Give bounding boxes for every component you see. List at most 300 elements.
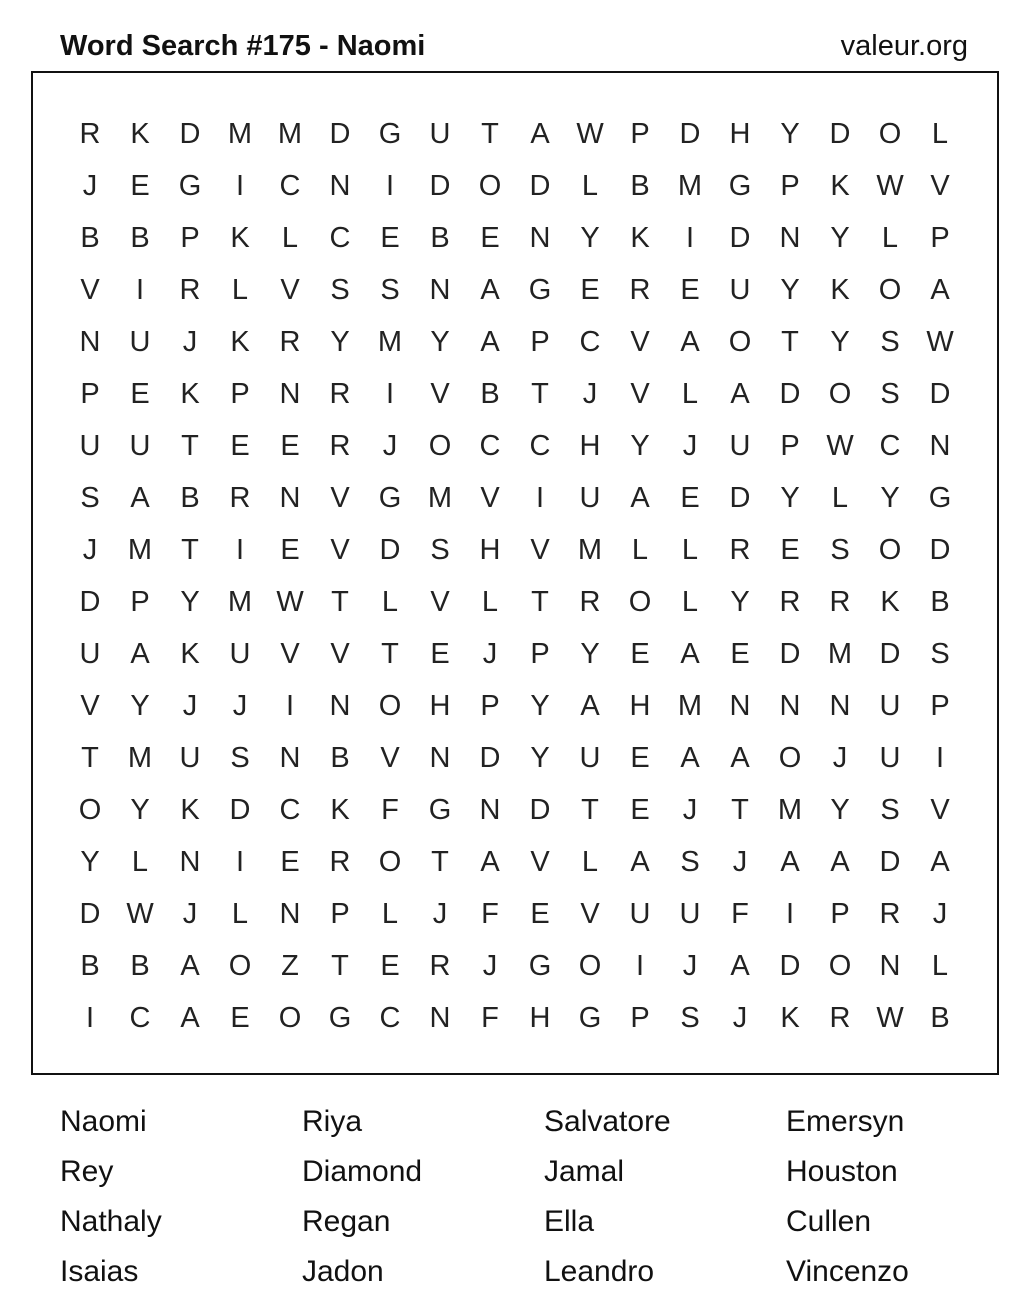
- grid-cell: A: [730, 741, 750, 774]
- grid-cell: P: [180, 221, 200, 254]
- grid-cell: J: [182, 325, 198, 358]
- grid-cell: P: [330, 897, 350, 930]
- grid-cell: P: [830, 897, 850, 930]
- grid-cell: O: [828, 949, 852, 982]
- grid-cell: J: [732, 1001, 748, 1034]
- grid-cell: O: [278, 1001, 302, 1034]
- grid-cell: T: [331, 949, 349, 982]
- grid-cell: L: [131, 845, 149, 878]
- grid-cell: R: [179, 273, 201, 306]
- grid-cell: L: [931, 117, 949, 150]
- grid-cell: U: [579, 481, 601, 514]
- grid-cell: I: [385, 377, 395, 410]
- grid-cell: Y: [580, 221, 600, 254]
- grid-cell: S: [880, 325, 900, 358]
- grid-cell: I: [235, 169, 245, 202]
- grid-cell: B: [930, 1001, 950, 1034]
- grid-cell: B: [930, 585, 950, 618]
- grid-cell: J: [182, 897, 198, 930]
- grid-cell: I: [785, 897, 795, 930]
- grid-cell: P: [930, 689, 950, 722]
- grid-cell: E: [130, 377, 150, 410]
- grid-cell: N: [479, 793, 501, 826]
- grid-cell: A: [480, 325, 500, 358]
- grid-cell: L: [631, 533, 649, 566]
- grid-cell: R: [829, 1001, 851, 1034]
- grid-cell: W: [876, 1001, 904, 1034]
- grid-cell: V: [280, 273, 300, 306]
- word-list-item: Diamond: [302, 1155, 423, 1188]
- grid-cell: W: [826, 429, 854, 462]
- grid-cell: E: [630, 637, 650, 670]
- grid-cell: G: [928, 481, 952, 514]
- grid-cell: V: [430, 585, 450, 618]
- grid-cell: L: [931, 949, 949, 982]
- grid-cell: N: [779, 689, 801, 722]
- grid-cell: M: [827, 637, 853, 670]
- grid-cell: R: [279, 325, 301, 358]
- grid-cell: A: [530, 117, 550, 150]
- grid-cell: N: [429, 273, 451, 306]
- grid-cell: M: [677, 689, 703, 722]
- grid-cell: O: [628, 585, 652, 618]
- grid-cell: Y: [830, 793, 850, 826]
- grid-cell: N: [429, 1001, 451, 1034]
- grid-cell: B: [130, 949, 150, 982]
- grid-cell: O: [378, 689, 402, 722]
- grid-cell: G: [378, 481, 402, 514]
- grid-cell: L: [381, 897, 399, 930]
- grid-cell: N: [79, 325, 101, 358]
- grid-cell: Y: [180, 585, 200, 618]
- grid-cell: P: [780, 169, 800, 202]
- grid-cell: D: [929, 377, 951, 410]
- grid-cell: Y: [330, 325, 350, 358]
- grid-cell: P: [780, 429, 800, 462]
- grid-cell: Y: [580, 637, 600, 670]
- grid-cell: K: [830, 273, 850, 306]
- grid-cell: K: [230, 221, 250, 254]
- grid-cell: A: [830, 845, 850, 878]
- grid-cell: R: [729, 533, 751, 566]
- grid-cell: I: [635, 949, 645, 982]
- grid-cell: L: [481, 585, 499, 618]
- grid-cell: Y: [530, 741, 550, 774]
- grid-cell: N: [329, 689, 351, 722]
- grid-cell: E: [380, 221, 400, 254]
- grid-cell: O: [828, 377, 852, 410]
- grid-cell: A: [730, 949, 750, 982]
- grid-cell: T: [781, 325, 799, 358]
- grid-cell: C: [479, 429, 501, 462]
- grid-cell: J: [582, 377, 598, 410]
- grid-cell: K: [780, 1001, 800, 1034]
- grid-cell: L: [231, 273, 249, 306]
- grid-cell: D: [79, 897, 101, 930]
- grid-cell: S: [880, 377, 900, 410]
- grid-cell: S: [930, 637, 950, 670]
- grid-cell: D: [729, 481, 751, 514]
- grid-cell: J: [482, 949, 498, 982]
- grid-cell: P: [230, 377, 250, 410]
- grid-cell: N: [329, 169, 351, 202]
- grid-cell: A: [680, 637, 700, 670]
- grid-cell: I: [685, 221, 695, 254]
- grid-cell: K: [180, 637, 200, 670]
- grid-cell: O: [878, 533, 902, 566]
- grid-cell: I: [535, 481, 545, 514]
- grid-cell: P: [130, 585, 150, 618]
- grid-cell: J: [82, 533, 98, 566]
- grid-cell: V: [530, 533, 550, 566]
- grid-cell: M: [227, 585, 253, 618]
- grid-cell: L: [281, 221, 299, 254]
- grid-cell: S: [880, 793, 900, 826]
- grid-cell: O: [78, 793, 102, 826]
- grid-cell: V: [330, 637, 350, 670]
- grid-cell: A: [580, 689, 600, 722]
- grid-cell: U: [179, 741, 201, 774]
- grid-cell: N: [279, 377, 301, 410]
- grid-cell: W: [876, 169, 904, 202]
- grid-cell: C: [279, 793, 301, 826]
- grid-cell: A: [930, 845, 950, 878]
- grid-cell: F: [731, 897, 749, 930]
- grid-cell: D: [679, 117, 701, 150]
- grid-cell: B: [330, 741, 350, 774]
- grid-cell: D: [179, 117, 201, 150]
- grid-cell: E: [430, 637, 450, 670]
- grid-cell: D: [829, 117, 851, 150]
- grid-cell: N: [279, 897, 301, 930]
- grid-cell: V: [580, 897, 600, 930]
- grid-cell: K: [180, 377, 200, 410]
- grid-cell: W: [926, 325, 954, 358]
- grid-cell: Y: [630, 429, 650, 462]
- word-list-item: Ella: [544, 1205, 595, 1238]
- grid-cell: O: [878, 273, 902, 306]
- grid-cell: J: [732, 845, 748, 878]
- word-list-item: Jamal: [544, 1155, 625, 1188]
- grid-cell: G: [428, 793, 452, 826]
- grid-cell: D: [529, 793, 551, 826]
- grid-cell: L: [681, 585, 699, 618]
- grid-cell: Y: [130, 793, 150, 826]
- grid-cell: A: [680, 325, 700, 358]
- grid-cell: Y: [830, 221, 850, 254]
- grid-cell: D: [779, 949, 801, 982]
- grid-cell: B: [480, 377, 500, 410]
- grid-cell: J: [682, 793, 698, 826]
- grid-cell: V: [380, 741, 400, 774]
- grid-cell: Y: [530, 689, 550, 722]
- grid-cell: Y: [830, 325, 850, 358]
- grid-cell: Y: [780, 117, 800, 150]
- grid-cell: E: [480, 221, 500, 254]
- grid-cell: O: [478, 169, 502, 202]
- grid-cell: S: [330, 273, 350, 306]
- grid-cell: O: [378, 845, 402, 878]
- grid-cell: P: [480, 689, 500, 722]
- grid-cell: H: [479, 533, 501, 566]
- word-list-item: Leandro: [544, 1255, 655, 1288]
- grid-cell: L: [581, 845, 599, 878]
- grid-cell: A: [680, 741, 700, 774]
- grid-cell: S: [430, 533, 450, 566]
- grid-cell: M: [777, 793, 803, 826]
- grid-cell: A: [630, 845, 650, 878]
- word-list-item: Naomi: [60, 1105, 147, 1138]
- grid-cell: F: [381, 793, 399, 826]
- grid-cell: R: [579, 585, 601, 618]
- grid-cell: P: [630, 1001, 650, 1034]
- grid-cell: U: [729, 429, 751, 462]
- grid-cell: R: [879, 897, 901, 930]
- grid-cell: F: [481, 897, 499, 930]
- grid-cell: F: [481, 1001, 499, 1034]
- grid-cell: N: [279, 741, 301, 774]
- grid-cell: E: [630, 793, 650, 826]
- grid-cell: R: [329, 429, 351, 462]
- grid-cell: I: [235, 845, 245, 878]
- grid-cell: B: [180, 481, 200, 514]
- grid-cell: R: [779, 585, 801, 618]
- grid-cell: V: [630, 325, 650, 358]
- grid-cell: E: [680, 273, 700, 306]
- grid-cell: G: [178, 169, 202, 202]
- grid-cell: I: [935, 741, 945, 774]
- grid-cell: G: [528, 273, 552, 306]
- grid-cell: C: [329, 221, 351, 254]
- grid-cell: D: [379, 533, 401, 566]
- grid-cell: S: [680, 845, 700, 878]
- grid-cell: E: [630, 741, 650, 774]
- grid-cell: A: [930, 273, 950, 306]
- grid-cell: G: [528, 949, 552, 982]
- grid-cell: V: [930, 169, 950, 202]
- grid-cell: U: [879, 689, 901, 722]
- grid-cell: L: [831, 481, 849, 514]
- grid-cell: B: [430, 221, 450, 254]
- grid-cell: U: [129, 325, 151, 358]
- grid-cell: E: [780, 533, 800, 566]
- grid-cell: W: [276, 585, 304, 618]
- grid-cell: M: [677, 169, 703, 202]
- grid-cell: O: [778, 741, 802, 774]
- grid-cell: V: [480, 481, 500, 514]
- grid-cell: U: [629, 897, 651, 930]
- grid-cell: Y: [80, 845, 100, 878]
- grid-cell: T: [531, 585, 549, 618]
- grid-cell: U: [429, 117, 451, 150]
- grid-cell: N: [879, 949, 901, 982]
- grid-cell: R: [829, 585, 851, 618]
- grid-cell: R: [429, 949, 451, 982]
- grid-cell: A: [130, 637, 150, 670]
- word-list-item: Regan: [302, 1205, 391, 1238]
- grid-cell: J: [232, 689, 248, 722]
- grid-cell: P: [630, 117, 650, 150]
- grid-cell: Y: [730, 585, 750, 618]
- grid-cell: C: [129, 1001, 151, 1034]
- grid-cell: J: [482, 637, 498, 670]
- grid-cell: S: [230, 741, 250, 774]
- grid-cell: S: [80, 481, 100, 514]
- word-list-item: Riya: [302, 1105, 363, 1138]
- grid-cell: U: [679, 897, 701, 930]
- grid-cell: N: [729, 689, 751, 722]
- grid-cell: U: [879, 741, 901, 774]
- grid-cell: A: [730, 377, 750, 410]
- grid-cell: C: [579, 325, 601, 358]
- grid-cell: L: [681, 533, 699, 566]
- grid-cell: U: [129, 429, 151, 462]
- grid-cell: L: [231, 897, 249, 930]
- grid-cell: N: [179, 845, 201, 878]
- grid-cell: T: [531, 377, 549, 410]
- grid-cell: K: [880, 585, 900, 618]
- grid-cell: Y: [430, 325, 450, 358]
- grid-cell: E: [280, 429, 300, 462]
- grid-cell: P: [80, 377, 100, 410]
- grid-cell: J: [682, 429, 698, 462]
- grid-cell: D: [479, 741, 501, 774]
- grid-cell: U: [579, 741, 601, 774]
- grid-cell: I: [135, 273, 145, 306]
- grid-cell: T: [481, 117, 499, 150]
- word-list-item: Nathaly: [60, 1205, 162, 1238]
- grid-cell: E: [280, 845, 300, 878]
- grid-cell: M: [377, 325, 403, 358]
- grid-cell: H: [529, 1001, 551, 1034]
- grid-cell: K: [830, 169, 850, 202]
- grid-cell: U: [79, 429, 101, 462]
- grid-cell: R: [329, 377, 351, 410]
- grid-cell: O: [728, 325, 752, 358]
- grid-cell: N: [829, 689, 851, 722]
- puzzle-grid-frame: [31, 71, 999, 1075]
- grid-cell: N: [529, 221, 551, 254]
- grid-cell: O: [228, 949, 252, 982]
- grid-cell: J: [432, 897, 448, 930]
- grid-cell: K: [230, 325, 250, 358]
- grid-cell: Y: [780, 481, 800, 514]
- grid-cell: E: [580, 273, 600, 306]
- grid-cell: D: [529, 169, 551, 202]
- grid-cell: W: [576, 117, 604, 150]
- grid-cell: G: [578, 1001, 602, 1034]
- grid-cell: M: [227, 117, 253, 150]
- grid-cell: E: [730, 637, 750, 670]
- grid-cell: J: [382, 429, 398, 462]
- grid-cell: H: [729, 117, 751, 150]
- grid-cell: O: [578, 949, 602, 982]
- grid-cell: C: [529, 429, 551, 462]
- grid-cell: G: [728, 169, 752, 202]
- grid-cell: M: [127, 533, 153, 566]
- grid-cell: R: [629, 273, 651, 306]
- grid-cell: T: [181, 429, 199, 462]
- grid-cell: M: [427, 481, 453, 514]
- grid-cell: I: [235, 533, 245, 566]
- grid-cell: A: [180, 949, 200, 982]
- grid-cell: D: [729, 221, 751, 254]
- grid-cell: P: [930, 221, 950, 254]
- site-name: valeur.org: [840, 30, 968, 62]
- grid-cell: A: [780, 845, 800, 878]
- grid-cell: D: [429, 169, 451, 202]
- grid-cell: T: [181, 533, 199, 566]
- grid-cell: E: [280, 533, 300, 566]
- grid-cell: I: [85, 1001, 95, 1034]
- grid-cell: R: [229, 481, 251, 514]
- grid-cell: K: [630, 221, 650, 254]
- grid-cell: M: [577, 533, 603, 566]
- grid-cell: D: [779, 637, 801, 670]
- grid-cell: H: [429, 689, 451, 722]
- grid-cell: B: [130, 221, 150, 254]
- grid-cell: P: [530, 325, 550, 358]
- grid-cell: A: [630, 481, 650, 514]
- grid-cell: D: [879, 637, 901, 670]
- grid-cell: C: [879, 429, 901, 462]
- grid-cell: O: [878, 117, 902, 150]
- grid-cell: E: [230, 429, 250, 462]
- grid-cell: L: [681, 377, 699, 410]
- grid-cell: A: [130, 481, 150, 514]
- grid-cell: M: [127, 741, 153, 774]
- grid-cell: V: [80, 689, 100, 722]
- grid-cell: A: [480, 273, 500, 306]
- grid-cell: I: [385, 169, 395, 202]
- grid-cell: W: [126, 897, 154, 930]
- grid-cell: M: [277, 117, 303, 150]
- grid-cell: T: [331, 585, 349, 618]
- word-list-item: Emersyn: [786, 1105, 905, 1138]
- grid-cell: D: [779, 377, 801, 410]
- letter-grid: [65, 108, 965, 1044]
- grid-cell: K: [330, 793, 350, 826]
- word-list: [60, 1097, 1030, 1297]
- grid-cell: K: [130, 117, 150, 150]
- grid-cell: U: [79, 637, 101, 670]
- grid-cell: D: [79, 585, 101, 618]
- grid-cell: T: [581, 793, 599, 826]
- grid-cell: E: [680, 481, 700, 514]
- grid-cell: V: [930, 793, 950, 826]
- grid-cell: D: [329, 117, 351, 150]
- word-list-item: Vincenzo: [786, 1255, 909, 1288]
- grid-cell: C: [279, 169, 301, 202]
- grid-cell: N: [279, 481, 301, 514]
- grid-cell: U: [729, 273, 751, 306]
- word-list-item: Isaias: [60, 1255, 139, 1288]
- grid-cell: D: [929, 533, 951, 566]
- grid-cell: E: [130, 169, 150, 202]
- grid-cell: T: [431, 845, 449, 878]
- grid-cell: J: [832, 741, 848, 774]
- grid-cell: U: [229, 637, 251, 670]
- word-list-item: Houston: [786, 1155, 898, 1188]
- grid-cell: N: [779, 221, 801, 254]
- grid-cell: E: [380, 949, 400, 982]
- grid-cell: R: [329, 845, 351, 878]
- grid-cell: Y: [130, 689, 150, 722]
- grid-cell: K: [180, 793, 200, 826]
- grid-cell: I: [285, 689, 295, 722]
- grid-cell: T: [731, 793, 749, 826]
- grid-cell: L: [581, 169, 599, 202]
